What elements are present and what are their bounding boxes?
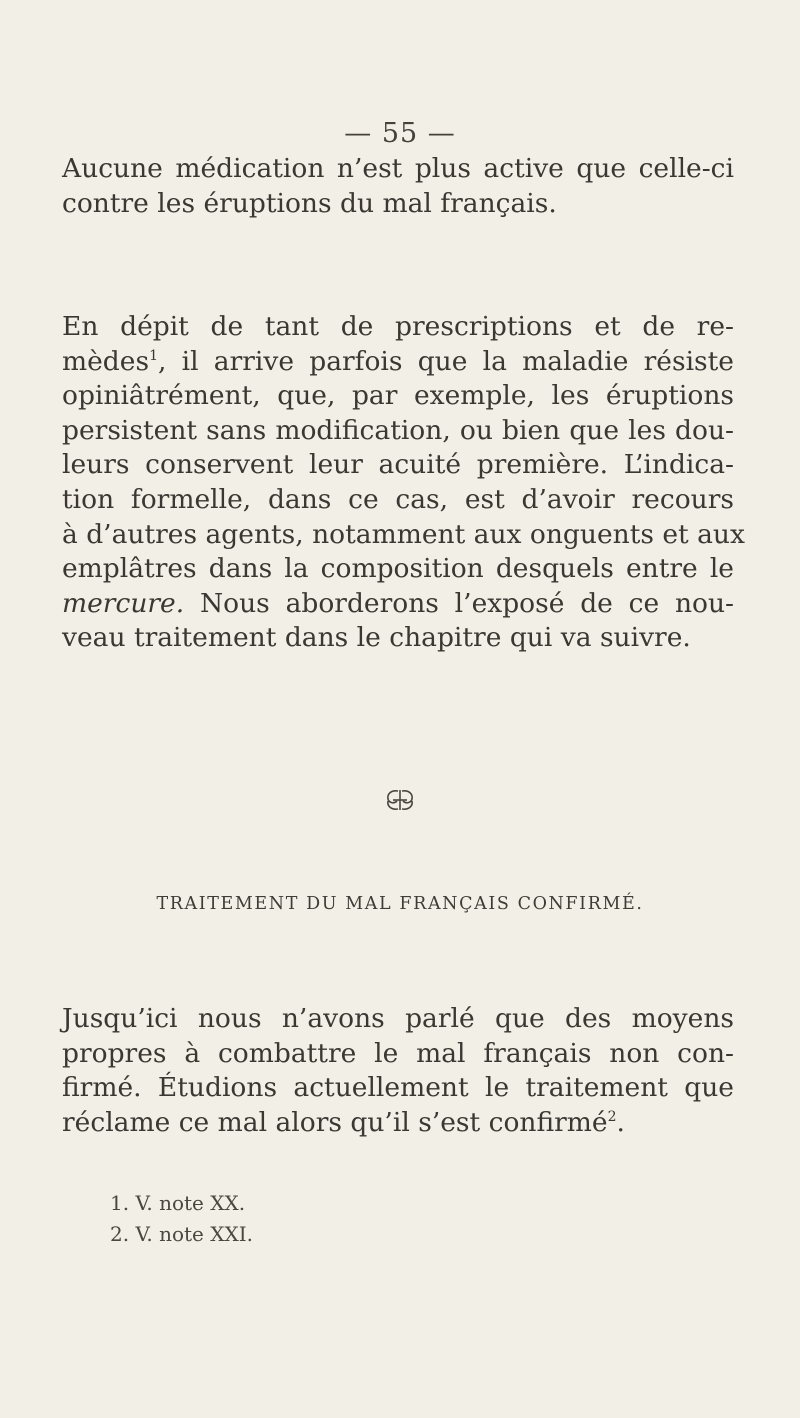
text-fragment: réclame ce mal alors qu’il s’est confirmé bbox=[62, 1106, 608, 1138]
text-line: firmé. Étudions actuellement le traitement que bbox=[62, 1072, 734, 1104]
text-line: tion formelle, dans ce cas, est d’avoir recours bbox=[62, 483, 734, 515]
text-fragment: , il arrive parfois que la maladie résiste bbox=[157, 345, 734, 377]
fleuron-ornament-icon bbox=[0, 788, 800, 816]
text-line: leurs conservent leur acuité première. L’indica- bbox=[62, 449, 734, 481]
footnotes bbox=[110, 1188, 253, 1250]
paragraph-confirmed bbox=[62, 1002, 734, 1140]
footnote-1: 1. V. note XX. bbox=[110, 1191, 246, 1215]
text-line: opiniâtrément, que, par exemple, les éruptions bbox=[62, 380, 734, 412]
text-line: propres à combattre le mal français non con- bbox=[62, 1037, 734, 1069]
text-line bbox=[62, 1106, 734, 1141]
page-number: — 55 — bbox=[344, 118, 456, 149]
paragraph-resistance bbox=[62, 310, 745, 656]
section-heading: TRAITEMENT DU MAL FRANÇAIS CONFIRMÉ. bbox=[156, 894, 644, 914]
text-line bbox=[62, 587, 734, 622]
text-line: Aucune médication n’est plus active que celle-ci bbox=[62, 153, 734, 184]
text-line bbox=[62, 345, 734, 380]
footnote-2: 2. V. note XXI. bbox=[110, 1222, 253, 1246]
text-fragment: . bbox=[616, 1106, 625, 1138]
text-line: à d’autres agents, notamment aux onguents et aux bbox=[62, 518, 745, 550]
italic-word-mercure: mercure. bbox=[62, 587, 185, 619]
text-fragment: mèdes bbox=[62, 345, 150, 377]
footnote-ref-2: 2 bbox=[607, 1108, 617, 1125]
text-line: persistent sans modification, ou bien que les dou- bbox=[62, 414, 734, 446]
text-line: Jusqu’ici nous n’avons parlé que des moyens bbox=[62, 1003, 734, 1034]
paragraph-medication bbox=[62, 152, 734, 221]
text-line: veau traitement dans le chapitre qui va suivre. bbox=[62, 622, 691, 654]
text-fragment: Nous aborderons l’exposé de ce nou- bbox=[184, 587, 734, 619]
text-line: contre les éruptions du mal français. bbox=[62, 187, 557, 219]
footnote-ref-1: 1 bbox=[149, 347, 158, 364]
fleuron-ornament-icon bbox=[385, 788, 415, 812]
text-line: emplâtres dans la composition desquels entre le bbox=[62, 553, 734, 585]
text-line: En dépit de tant de prescriptions et de re- bbox=[62, 311, 734, 342]
